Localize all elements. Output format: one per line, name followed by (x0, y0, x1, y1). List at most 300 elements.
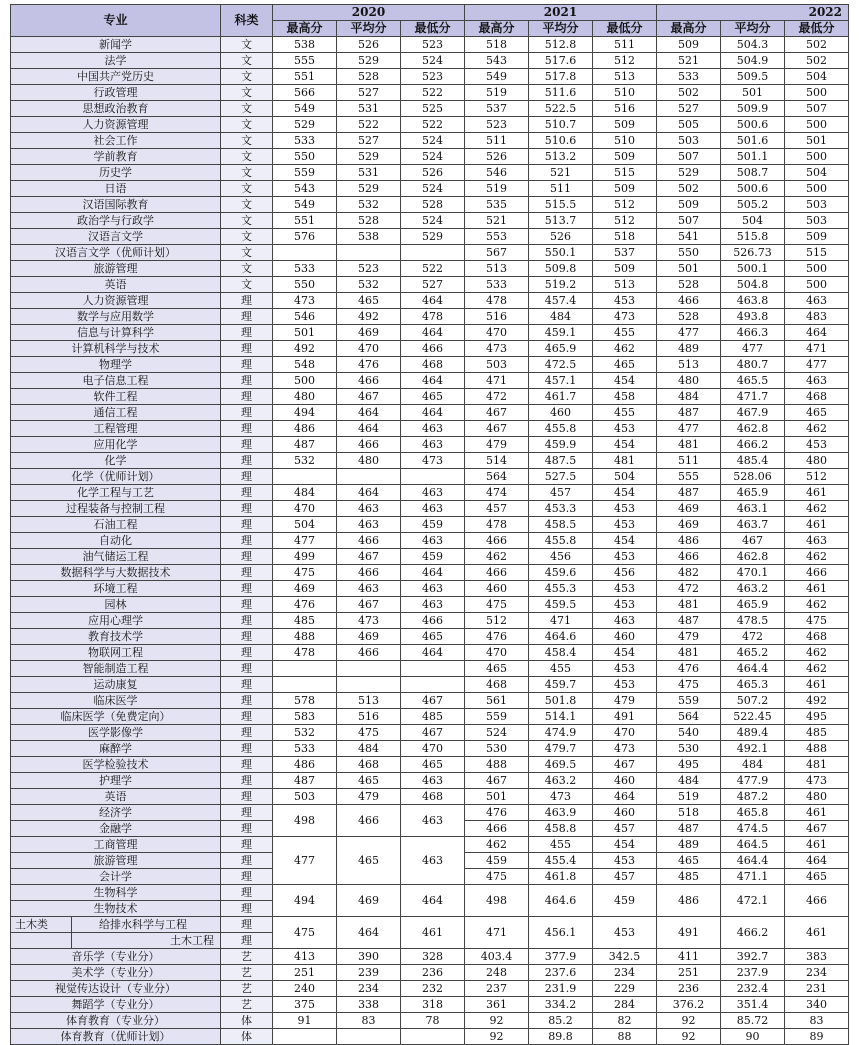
score-cell: 519 (657, 789, 721, 805)
score-cell: 453 (593, 501, 657, 517)
score-cell: 522 (401, 85, 465, 101)
score-cell: 471 (529, 613, 593, 629)
score-cell: 465 (465, 661, 529, 677)
score-cell: 474 (465, 485, 529, 501)
major-name: 舞蹈学（专业分） (11, 997, 221, 1013)
header-avg-2020: 平均分 (337, 21, 401, 37)
score-cell: 516 (593, 101, 657, 117)
major-name: 工程管理 (11, 421, 221, 437)
table-row (11, 1029, 849, 1045)
score-cell: 486 (273, 757, 337, 773)
score-cell: 551 (273, 213, 337, 229)
score-cell: 466 (337, 373, 401, 389)
score-cell: 83 (785, 1013, 849, 1029)
score-cell: 527 (337, 133, 401, 149)
score-cell: 473 (337, 613, 401, 629)
table-row (11, 677, 849, 693)
score-cell-merged: 466.2 (721, 917, 785, 949)
score-cell: 513.7 (529, 213, 593, 229)
score-cell: 475 (465, 869, 529, 885)
score-cell: 479.7 (529, 741, 593, 757)
score-cell: 522 (401, 261, 465, 277)
table-row (11, 309, 849, 325)
score-cell: 512 (785, 469, 849, 485)
score-cell: 479 (337, 789, 401, 805)
score-cell: 484 (657, 389, 721, 405)
score-cell: 464.4 (721, 661, 785, 677)
score-cell: 460 (593, 629, 657, 645)
score-cell: 85.72 (721, 1013, 785, 1029)
table-row (11, 997, 849, 1013)
score-cell: 463 (401, 437, 465, 453)
score-cell: 485 (785, 725, 849, 741)
table-row (11, 101, 849, 117)
admission-score-table (10, 4, 849, 1045)
score-cell: 470 (465, 325, 529, 341)
score-cell: 484 (529, 309, 593, 325)
score-cell: 232.4 (721, 981, 785, 997)
score-cell: 504.3 (721, 37, 785, 53)
score-cell: 464 (401, 293, 465, 309)
score-cell: 481 (593, 453, 657, 469)
score-cell: 484 (657, 773, 721, 789)
header-min-2020: 最低分 (401, 21, 465, 37)
score-cell: 465.2 (721, 645, 785, 661)
score-cell: 468 (401, 789, 465, 805)
score-cell: 524 (465, 725, 529, 741)
score-cell: 465.9 (721, 597, 785, 613)
score-cell: 234 (785, 965, 849, 981)
score-cell: 454 (593, 437, 657, 453)
score-cell: 564 (465, 469, 529, 485)
category-cell: 理 (221, 741, 273, 757)
major-name-group (11, 933, 221, 949)
score-cell: 464 (401, 565, 465, 581)
score-cell: 487 (657, 485, 721, 501)
table-row (11, 1013, 849, 1029)
score-cell: 518 (465, 37, 529, 53)
category-cell: 理 (221, 693, 273, 709)
table-row (11, 805, 849, 821)
score-cell: 476 (465, 629, 529, 645)
score-cell: 461.8 (529, 869, 593, 885)
major-name: 医学检验技术 (11, 757, 221, 773)
score-cell: 411 (657, 949, 721, 965)
score-cell: 504 (593, 469, 657, 485)
score-cell: 91 (273, 1013, 337, 1029)
score-cell: 82 (593, 1013, 657, 1029)
score-cell: 492 (337, 309, 401, 325)
table-row (11, 261, 849, 277)
score-cell: 537 (593, 245, 657, 261)
table-row (11, 613, 849, 629)
score-cell: 527 (337, 85, 401, 101)
score-cell: 457 (465, 501, 529, 517)
score-cell: 464 (401, 373, 465, 389)
score-cell-merged: 466 (337, 805, 401, 837)
score-cell: 507 (785, 101, 849, 117)
score-cell: 468 (465, 677, 529, 693)
major-name: 中国共产党历史 (11, 69, 221, 85)
major-name: 法学 (11, 53, 221, 69)
score-cell: 89.8 (529, 1029, 593, 1045)
score-cell: 500 (785, 181, 849, 197)
score-cell: 474.9 (529, 725, 593, 741)
score-cell: 464 (401, 405, 465, 421)
score-cell: 464 (401, 645, 465, 661)
score-cell: 481 (657, 597, 721, 613)
score-cell: 465 (337, 773, 401, 789)
table-row (11, 405, 849, 421)
category-cell: 理 (221, 517, 273, 533)
major-name: 音乐学（专业分） (11, 949, 221, 965)
score-cell: 487 (657, 613, 721, 629)
score-cell: 237.9 (721, 965, 785, 981)
score-cell: 453 (593, 517, 657, 533)
score-cell: 232 (401, 981, 465, 997)
header-year-2021: 2021 (465, 5, 657, 21)
category-cell: 理 (221, 629, 273, 645)
score-cell: 466 (657, 293, 721, 309)
score-cell: 453 (593, 581, 657, 597)
score-cell: 463 (337, 581, 401, 597)
table-row (11, 117, 849, 133)
score-cell: 526.73 (721, 245, 785, 261)
header-max-2022: 最高分 (657, 21, 721, 37)
score-cell: 340 (785, 997, 849, 1013)
table-row (11, 725, 849, 741)
score-cell: 453 (593, 549, 657, 565)
score-cell: 454 (593, 645, 657, 661)
score-cell: 525 (401, 101, 465, 117)
score-cell: 509.8 (529, 261, 593, 277)
score-cell: 550 (273, 149, 337, 165)
table-row (11, 917, 849, 933)
score-cell: 527 (657, 101, 721, 117)
score-cell: 463.7 (721, 517, 785, 533)
score-cell: 518 (593, 229, 657, 245)
score-cell: 328 (401, 949, 465, 965)
score-cell: 487 (657, 405, 721, 421)
score-cell: 471 (465, 373, 529, 389)
major-name: 信息与计算科学 (11, 325, 221, 341)
major-name: 化学工程与工艺 (11, 485, 221, 501)
score-cell: 458.4 (529, 645, 593, 661)
table-row (11, 69, 849, 85)
score-cell: 500 (785, 85, 849, 101)
score-cell: 467 (401, 725, 465, 741)
major-name: 计算机科学与技术 (11, 341, 221, 357)
score-cell: 485 (273, 613, 337, 629)
score-cell: 472 (657, 581, 721, 597)
header-major: 专业 (11, 5, 221, 37)
score-cell: 457 (593, 821, 657, 837)
score-cell: 489 (657, 837, 721, 853)
table-row (11, 629, 849, 645)
major-name: 金融学 (11, 821, 221, 837)
score-cell: 470 (337, 341, 401, 357)
score-cell: 515.5 (529, 197, 593, 213)
score-cell: 467 (337, 389, 401, 405)
table-row (11, 485, 849, 501)
score-cell: 516 (465, 309, 529, 325)
major-name: 旅游管理 (11, 853, 221, 869)
score-cell: 462 (593, 341, 657, 357)
score-cell: 504.9 (721, 53, 785, 69)
table-row (11, 469, 849, 485)
score-cell: 458.5 (529, 517, 593, 533)
score-cell: 468 (785, 629, 849, 645)
score-cell: 484 (721, 757, 785, 773)
major-name: 护理学 (11, 773, 221, 789)
score-cell: 473 (593, 309, 657, 325)
score-cell: 518 (657, 805, 721, 821)
major-name: 学前教育 (11, 149, 221, 165)
score-cell: 486 (273, 421, 337, 437)
score-cell: 466 (337, 533, 401, 549)
score-cell: 489.4 (721, 725, 785, 741)
table-row (11, 149, 849, 165)
score-cell: 513 (337, 693, 401, 709)
major-name: 通信工程 (11, 405, 221, 421)
category-cell: 理 (221, 485, 273, 501)
major-name: 数学与应用数学 (11, 309, 221, 325)
category-cell: 理 (221, 677, 273, 693)
score-cell: 519 (465, 85, 529, 101)
score-cell: 375 (273, 997, 337, 1013)
score-cell: 472 (465, 389, 529, 405)
score-cell: 83 (337, 1013, 401, 1029)
major-name: 思想政治教育 (11, 101, 221, 117)
major-name: 化学 (11, 453, 221, 469)
score-cell: 500.6 (721, 181, 785, 197)
major-name: 石油工程 (11, 517, 221, 533)
score-cell: 500.6 (721, 117, 785, 133)
score-cell: 504.8 (721, 277, 785, 293)
category-cell: 理 (221, 533, 273, 549)
score-cell: 463 (785, 533, 849, 549)
score-cell: 463 (337, 517, 401, 533)
score-cell (337, 245, 401, 261)
score-cell: 462 (465, 837, 529, 853)
score-cell: 462 (785, 597, 849, 613)
score-cell: 564 (657, 709, 721, 725)
score-cell: 529 (337, 53, 401, 69)
score-cell: 514 (465, 453, 529, 469)
score-cell: 467 (593, 757, 657, 773)
major-name: 汉语国际教育 (11, 197, 221, 213)
score-cell: 479 (593, 693, 657, 709)
score-cell: 468 (785, 389, 849, 405)
score-cell: 500 (785, 261, 849, 277)
major-name: 视觉传达设计（专业分） (11, 981, 221, 997)
score-cell: 510 (593, 85, 657, 101)
score-cell: 457.4 (529, 293, 593, 309)
score-cell: 488 (273, 629, 337, 645)
score-cell: 470 (465, 645, 529, 661)
category-cell: 理 (221, 293, 273, 309)
score-cell: 513 (465, 261, 529, 277)
table-row (11, 837, 849, 853)
score-cell: 318 (401, 997, 465, 1013)
score-cell: 459.9 (529, 437, 593, 453)
score-cell: 464 (593, 789, 657, 805)
score-cell: 78 (401, 1013, 465, 1029)
table-row (11, 565, 849, 581)
score-cell: 463.9 (529, 805, 593, 821)
score-cell: 501 (657, 261, 721, 277)
category-cell: 文 (221, 149, 273, 165)
score-cell: 90 (721, 1029, 785, 1045)
score-cell: 549 (465, 69, 529, 85)
score-cell: 526 (401, 165, 465, 181)
score-cell: 477 (785, 357, 849, 373)
score-cell-merged: 463 (401, 837, 465, 885)
score-cell (401, 677, 465, 693)
category-cell: 理 (221, 837, 273, 853)
score-cell: 467 (337, 549, 401, 565)
score-cell (273, 1029, 337, 1045)
table-row (11, 549, 849, 565)
category-cell: 文 (221, 69, 273, 85)
score-cell: 532 (273, 453, 337, 469)
category-cell: 艺 (221, 997, 273, 1013)
score-cell: 481 (657, 437, 721, 453)
score-cell: 492 (785, 693, 849, 709)
score-cell: 519 (465, 181, 529, 197)
score-cell: 462 (785, 645, 849, 661)
score-cell: 462 (785, 421, 849, 437)
category-cell: 理 (221, 933, 273, 949)
major-name: 人力资源管理 (11, 117, 221, 133)
score-cell: 351.4 (721, 997, 785, 1013)
score-cell: 503 (465, 357, 529, 373)
score-cell: 463 (401, 485, 465, 501)
table-row (11, 373, 849, 389)
major-name: 美术学（专业分） (11, 965, 221, 981)
score-cell: 460 (465, 581, 529, 597)
score-cell: 477 (657, 325, 721, 341)
category-cell: 理 (221, 309, 273, 325)
score-cell: 532 (337, 277, 401, 293)
score-cell: 522.5 (529, 101, 593, 117)
score-cell: 511 (593, 37, 657, 53)
score-cell: 236 (401, 965, 465, 981)
major-name: 人力资源管理 (11, 293, 221, 309)
score-cell: 237 (465, 981, 529, 997)
table-row (11, 741, 849, 757)
score-cell: 92 (465, 1013, 529, 1029)
score-cell: 504 (273, 517, 337, 533)
score-cell (273, 245, 337, 261)
score-cell-merged: 491 (657, 917, 721, 949)
score-cell: 472 (721, 629, 785, 645)
score-cell: 487.2 (721, 789, 785, 805)
header-avg-2021: 平均分 (529, 21, 593, 37)
score-cell: 484 (273, 485, 337, 501)
score-cell: 469 (273, 581, 337, 597)
score-cell: 240 (273, 981, 337, 997)
score-cell: 480.7 (721, 357, 785, 373)
score-cell: 459.6 (529, 565, 593, 581)
score-cell: 523 (401, 69, 465, 85)
score-cell: 528 (337, 213, 401, 229)
score-cell: 550 (273, 277, 337, 293)
score-cell: 465.8 (721, 805, 785, 821)
table-row (11, 197, 849, 213)
score-cell: 499 (273, 549, 337, 565)
score-cell: 481 (657, 645, 721, 661)
score-cell (273, 661, 337, 677)
score-cell: 503 (273, 789, 337, 805)
score-cell: 494 (273, 405, 337, 421)
score-cell: 538 (273, 37, 337, 53)
major-name: 化学（优师计划） (11, 469, 221, 485)
category-cell: 理 (221, 549, 273, 565)
header-row-years (11, 5, 849, 21)
category-cell: 理 (221, 501, 273, 517)
score-cell: 522.45 (721, 709, 785, 725)
major-name: 过程装备与控制工程 (11, 501, 221, 517)
score-cell: 461 (785, 485, 849, 501)
category-cell: 理 (221, 709, 273, 725)
score-cell: 456 (529, 549, 593, 565)
major-name: 政治学与行政学 (11, 213, 221, 229)
major-name: 油气储运工程 (11, 549, 221, 565)
major-name: 教育技术学 (11, 629, 221, 645)
score-cell: 466.2 (721, 437, 785, 453)
score-cell: 485.4 (721, 453, 785, 469)
score-cell: 455 (593, 325, 657, 341)
score-cell: 465 (401, 629, 465, 645)
score-cell: 511.6 (529, 85, 593, 101)
score-cell: 491 (593, 709, 657, 725)
table-row (11, 133, 849, 149)
score-cell: 479 (465, 437, 529, 453)
score-cell: 462 (785, 501, 849, 517)
score-cell: 555 (273, 53, 337, 69)
score-cell: 467 (721, 533, 785, 549)
category-cell: 理 (221, 597, 273, 613)
score-cell: 501 (721, 85, 785, 101)
score-cell: 457.1 (529, 373, 593, 389)
score-cell: 533 (273, 261, 337, 277)
category-cell: 理 (221, 405, 273, 421)
score-cell: 512 (465, 613, 529, 629)
score-cell: 229 (593, 981, 657, 997)
score-cell: 85.2 (529, 1013, 593, 1029)
score-cell-merged: 461 (401, 917, 465, 949)
score-cell: 480 (337, 453, 401, 469)
score-cell: 493.8 (721, 309, 785, 325)
score-cell: 487 (657, 821, 721, 837)
header-min-2021: 最低分 (593, 21, 657, 37)
category-cell: 理 (221, 789, 273, 805)
score-cell: 485 (657, 869, 721, 885)
category-cell: 理 (221, 357, 273, 373)
score-cell: 467 (337, 597, 401, 613)
score-cell: 467 (401, 693, 465, 709)
score-cell: 463 (785, 373, 849, 389)
score-cell: 465.5 (721, 373, 785, 389)
header-year-2020: 2020 (273, 5, 465, 21)
score-cell: 549 (273, 101, 337, 117)
table-row (11, 357, 849, 373)
score-cell: 509.5 (721, 69, 785, 85)
score-cell: 239 (337, 965, 401, 981)
score-cell: 462.8 (721, 421, 785, 437)
score-cell: 495 (785, 709, 849, 725)
